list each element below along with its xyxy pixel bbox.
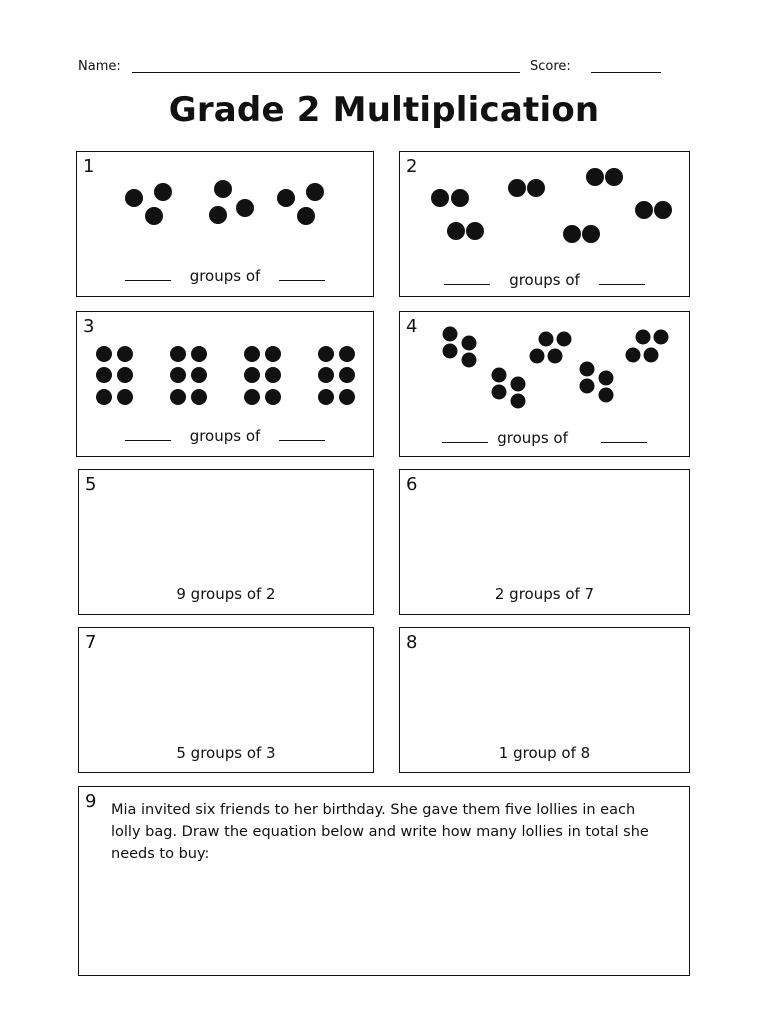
problem-caption: [400, 428, 689, 447]
problem-caption: 5 groups of 3: [176, 744, 276, 762]
caption-text: groups of: [189, 267, 261, 285]
caption-text: groups of: [497, 429, 568, 447]
problem-box-5[interactable]: [78, 469, 374, 615]
name-label: Name:: [78, 59, 121, 74]
problem-number: 5: [85, 474, 97, 495]
answer-blank[interactable]: [442, 428, 488, 443]
problem-box-7[interactable]: [78, 627, 374, 773]
answer-blank[interactable]: [599, 270, 645, 285]
problem-number: 3: [83, 316, 95, 337]
problem-number: 8: [406, 632, 418, 653]
problem-caption: 1 group of 8: [498, 744, 591, 762]
problem-number: 6: [406, 474, 418, 495]
problem-caption: [77, 266, 373, 285]
answer-blank[interactable]: [125, 426, 171, 441]
score-answer-line[interactable]: [591, 72, 661, 73]
answer-blank[interactable]: [279, 266, 325, 281]
answer-blank[interactable]: [601, 428, 647, 443]
problem-number: 4: [406, 316, 418, 337]
page-title: Grade 2 Multiplication: [168, 90, 600, 130]
problem-caption: 9 groups of 2: [176, 585, 276, 603]
score-label: Score:: [530, 59, 571, 74]
header-row: [78, 56, 668, 78]
answer-blank[interactable]: [444, 270, 490, 285]
word-problem-text: Mia invited six friends to her birthday. She gave them five lollies in each lolly bag. Draw the equation below and write how many lollies in total she needs to buy:: [111, 802, 649, 862]
problem-box-8[interactable]: [399, 627, 690, 773]
problem-caption: [400, 270, 689, 289]
answer-blank[interactable]: [125, 266, 171, 281]
problem-box-1: [76, 151, 374, 297]
problem-number: 1: [83, 156, 95, 177]
caption-text: groups of: [189, 427, 261, 445]
problem-number: 7: [85, 632, 97, 653]
problem-number: 9: [85, 791, 97, 812]
problem-caption: [77, 426, 373, 445]
problem-number: 2: [406, 156, 418, 177]
word-problem-box[interactable]: [78, 786, 690, 976]
problem-caption: 2 groups of 7: [494, 585, 595, 603]
problem-box-6[interactable]: [399, 469, 690, 615]
answer-blank[interactable]: [279, 426, 325, 441]
problem-box-4: [399, 311, 690, 457]
problem-box-3: [76, 311, 374, 457]
caption-text: groups of: [509, 271, 580, 289]
problem-box-2: [399, 151, 690, 297]
name-answer-line[interactable]: [132, 72, 520, 73]
